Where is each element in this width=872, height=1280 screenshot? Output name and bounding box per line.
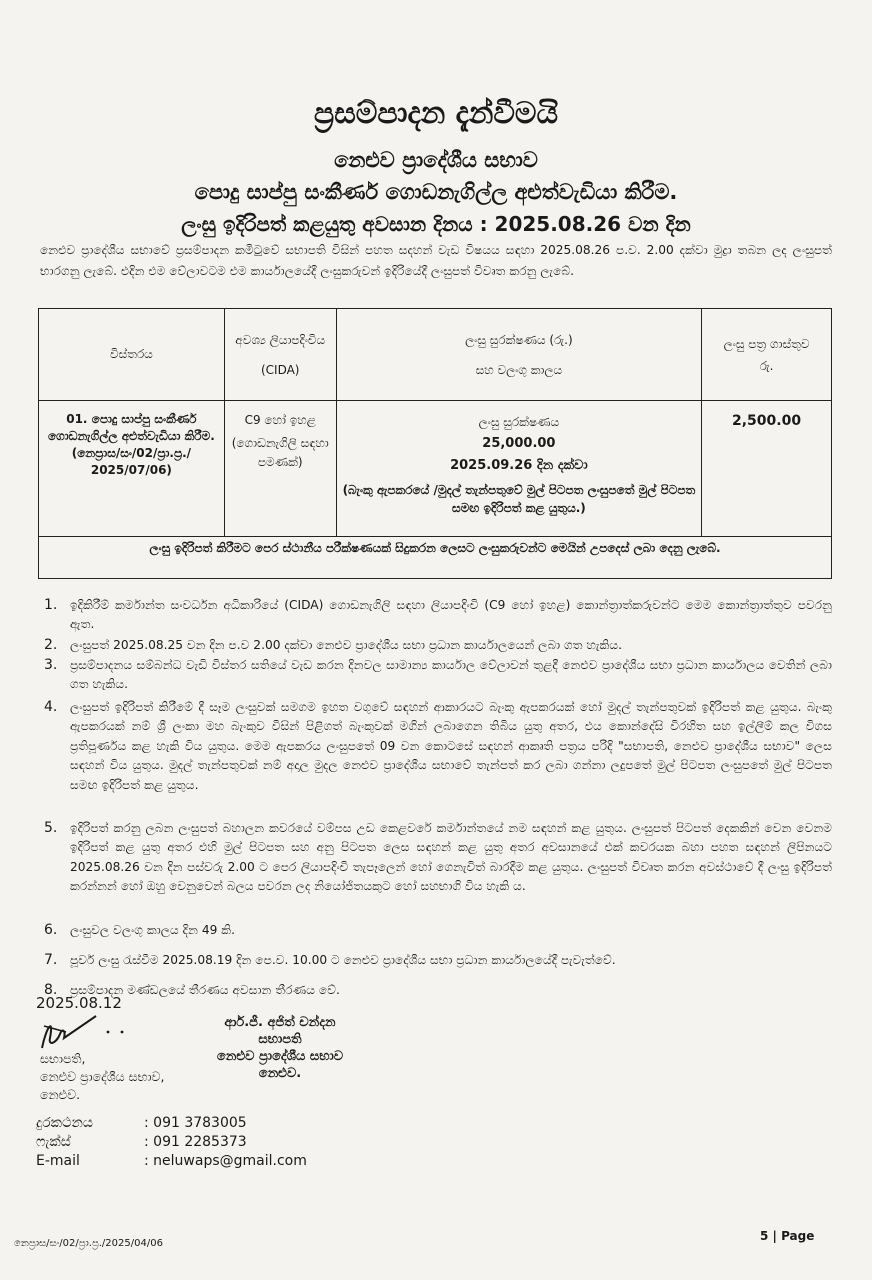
- signature-date: 2025.08.12: [36, 994, 122, 1012]
- organization-name: නෙළුව ප්‍රාදේශීය සභාව: [334, 148, 538, 172]
- list-item: 5. ඉදිරිපත් කරනු ලබන ලංසුපත් බහාලන කවරයේ වම්පස උඩ කෙළවරේ කර්මාන්තයේ නම සඳහන් කළ යුතුය. ලංසුපත් පිටපත් දෙකකින් වෙන වෙනම ඉදිරිපත් කළ යුතු අතර එහි මුල් පිටපත සහ අනු පිටපත ලෙස සඳහන් කළ යුතු අතර අවසානයේ එක් කවරයක බහා පහත සඳහන් ලිපිනයට 2025.08.26 වන දින පස්වරු 2.00 ට පෙර ලියාපදිංචි තැපෑලෙන් හෝ ගෙනැවිත් බාරදීම කළ යුතුය. ලංසුපත් විවෘත කරන අවස්ථාවේ දී ලංසු ඉදිරිපත් කරන්නන් හෝ ඔහු වෙනුවෙන් බලය පවරන ලද නියෝජිතයකුට හෝ සහභාගි විය හැකි ය.: [44, 820, 832, 894]
- list-item: 7. පූර්ව ලංසු රැස්වීම 2025.08.19 දින පෙ.ව. 10.00 ට නෙළුව ප්‍රාදේශීය සභා ප්‍රධාන කාර්යාලයේදී පැවැත්වේ.: [44, 952, 616, 968]
- list-item: 1. ඉදිකිරීම් කර්මාන්ත සංවර්ධන අධිකාරියේ (CIDA) ගොඩනැගිලි සඳහා ලියාපදිංචි (C9 හෝ ඉහළ) කොන්ත්‍රාත්කරුවන්ට මෙම කොන්ත්‍රාත්තුව පවරනු ඇත.: [44, 597, 832, 632]
- fee-cell: 2,500.00: [702, 401, 832, 537]
- fax-line: ෆැක්ස් : 091 2285373: [36, 1134, 247, 1150]
- table-note-row: [39, 537, 832, 579]
- bid-table: [38, 308, 832, 579]
- official-stamp: ආර්.ජී. අජිත් චන්දන සභාපති නෙළුව ප්‍රාදේශීය සභාව නෙළුව.: [216, 1015, 344, 1081]
- header-details: විස්තරය: [39, 309, 225, 401]
- page-number: 5 | Page: [760, 1229, 815, 1243]
- header-fee: ලංසු පත්‍ර ගාස්තුව රු.: [702, 309, 832, 401]
- project-title: පොදු සාප්පු සංකීර්ණ ගොඩනැගිල්ල අළුත්වැඩියා කිරීම.: [194, 180, 678, 204]
- deadline-line: ලංසු ඉදිරිපත් කළයුතු අවසාන දිනය : 2025.08.26 වන දින: [181, 212, 691, 236]
- bid-table-header-row: [39, 309, 832, 401]
- contact-block: [36, 1114, 307, 1171]
- item-description: 01. පොදු සාප්පු සංකීර්ණ ගොඩනැගිල්ල අළුත්වැඩියා කිරීම. (නෙප්‍රාස/සං/02/ප්‍රා.ප්‍ර./ 2025/07/06): [39, 401, 225, 537]
- security-amount: 25,000.00: [482, 436, 556, 451]
- footer-reference: නෙප්‍රාස/සං/02/ප්‍රා.ප්‍ර./2025/04/06: [14, 1238, 163, 1249]
- table-row: [39, 401, 832, 537]
- list-item: 4. ලංසුපත් ඉදිරිපත් කිරීමේ දී සෑම ලංසුවක් සමගම ඉහත වගුවේ සඳහන් ආකාරයට බැංකු ඇපකරයක් හෝ මුදල් තැන්පතුවක් ඉදිරිපත් කළ යුතුය. බැංකු ඇපකරයක් නම් ශ්‍රී ලංකා මහ බැංකුව විසින් පිළිගත් බැංකුවක් මගින් ලබාගෙන තිබිය යුතු අතර, එය කොන්දේසි විරහිත සහ ඉල්ලීම් කල විගස ප්‍රතිපූර්ණය කළ හැකි විය යුතුය. මෙම ඇපකරය ලංසුපතේ 09 වන කොටසේ සඳහන් ආකෘති පත්‍රය පරිදි "සභාපති, නෙළුව ප්‍රාදේශීය සභාව" ලෙස සඳහන් විය යුතුය. මුදල් තැන්පතුවක් නම් අදාල මුදල නෙළුව ප්‍රාදේශීය සභාවේ තැන්පත් කර ලබා ගන්නා ලදුපතේ මුල් පිටපත ලංසුපතේ මුල් පිටපත සමඟ ඉදිරිපත් කළ යුතුය.: [44, 699, 832, 792]
- header-security: ලංසු සුරක්ෂණය (රු.) සහ වලංගු කාලය: [336, 309, 701, 401]
- notice-title: ප්‍රසම්පාදන දැන්වීමයි: [313, 96, 559, 131]
- phone-line: දුරකථනය : 091 3783005: [36, 1115, 247, 1131]
- conditions-list: [44, 596, 832, 1001]
- security-validity: 2025.09.26 දින දක්වා: [450, 458, 588, 473]
- list-item: 6. ලංසුවල වලංගු කාලය දින 49 කි.: [44, 922, 236, 938]
- registration-cell: C9 හෝ ඉහළ (ගොඩනැගිලි සඳහා පමණක්): [224, 401, 336, 537]
- email-line: E-mail : neluwaps@gmail.com: [36, 1153, 307, 1169]
- intro-paragraph: නෙළුව ප්‍රාදේශීය සභාවේ ප්‍රසම්පාදන කමිටුවේ සභාපති විසින් පහත සදහන් වැඩ විෂයය සඳහා 2025.08.26 ප.ව. 2.00 දක්වා මුද්‍රා තබන ලද ලංසුපත් භාරගනු ලැබේ. එදින එම වේලාවටම එම කාර්යාලයේදී ලංසුකරුවන් ඉදිරියේදී ලංසුපත් විවෘත කරනු ලැබේ.: [40, 243, 832, 278]
- signature-icon: [36, 1008, 136, 1054]
- list-item: 8. ප්‍රසම්පාදන මණ්ඩලයේ තීරණය අවසාන තීරණය වේ.: [44, 982, 340, 998]
- site-inspection-note: ලංසු ඉදිරිපත් කිරීමට පෙර ස්ථානීය පරීක්ෂණයක් සිදුකරන ලෙසට ලංසුකරුවන්ට මෙයින් උපදෙස් ලබා දෙනු ලැබේ.: [39, 537, 832, 579]
- header-registration: අවශ්‍ය ලියාපදිංචිය (CIDA): [224, 309, 336, 401]
- signatory-block: සභාපති, නෙළුව ප්‍රාදේශීය සභාව, නෙළුව.: [40, 1051, 165, 1102]
- list-item: 3. ප්‍රසම්පාදනය සම්බන්ධ වැඩි විස්තර සතියේ වැඩ කරන දිනවල සාමාන්‍ය කාර්යාල වේලාවන් තුළදී නෙළුව ප්‍රාදේශීය සභා ප්‍රධාන කාර්යාලය වෙතින් ලබා ගත හැකිය.: [44, 657, 832, 692]
- list-item: 2. ලංසුපත් 2025.08.25 වන දින ප.ව 2.00 දක්වා නෙළුව ප්‍රාදේශීය සභා ප්‍රධාන කාර්යාලයෙන් ලබා ගත හැකිය.: [44, 637, 623, 653]
- security-cell: ලංසු සුරක්ෂණය 25,000.00 2025.09.26 දින දක්වා (බැංකු ඇපකරයේ /මුදල් තැන්පතුවේ මුල් පිටපත ලංසුපතේ මුල් පිටපත සමඟ ඉදිරිපත් කළ යුතුය.): [336, 401, 701, 537]
